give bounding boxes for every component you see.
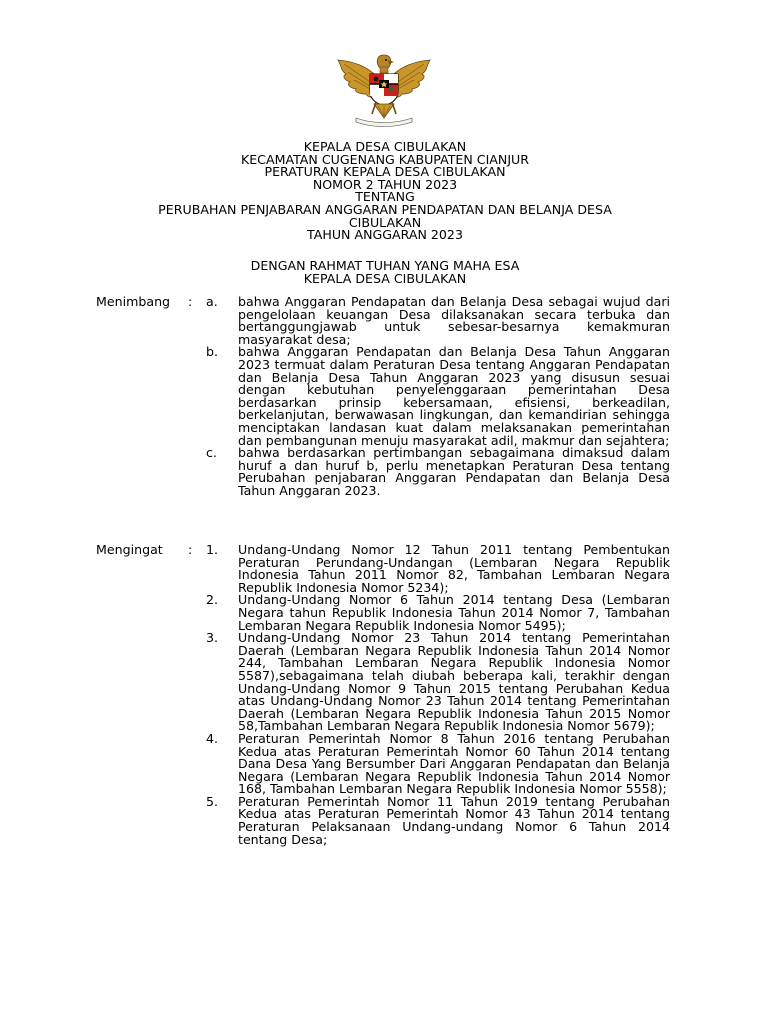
item-marker: c. <box>206 445 217 461</box>
item-marker: a. <box>206 294 218 309</box>
item-text: bahwa Anggaran Pendapatan dan Belanja Desa Tahun Anggaran 2023 termuat dalam Peraturan Desa tentang Anggaran Pendapatan dan Belanja Desa Tahun Anggaran 2023 yang disusun sesuai dengan kebutuhan penyelenggaraan pemerintahan Desa berdasarkan prinsip kebersamaan, efisiensi, berkeadilan, berkelanjutan, berwawasan lingkungan, dan kemandirian sehingga menciptakan landasan kuat dalam melaksanakan pemerintahan dan pembangunan menuju masyarakat adil, makmur dan sejahtera; <box>238 344 670 448</box>
list-item <box>206 296 670 346</box>
mengingat-colon: : <box>188 542 193 557</box>
invocation-line: KEPALA DESA CIBULAKAN <box>303 270 467 286</box>
item-marker: 2. <box>206 592 219 608</box>
invocation-line: DENGAN RAHMAT TUHAN YANG MAHA ESA <box>250 258 520 273</box>
item-text: Undang-Undang Nomor 12 Tahun 2011 tentang Pembentukan Peraturan Perundang-Undangan (Lembaran Negara Republik Indonesia Tahun 2011 Nomor 82, Tambahan Lembaran Negara Republik Indonesia Nomor 5234); <box>238 542 670 595</box>
list-item <box>206 544 670 594</box>
item-text: Peraturan Pemerintah Nomor 11 Tahun 2019 tentang Perubahan Kedua atas Peraturan Pemerintah Nomor 43 Tahun 2014 tentang Peraturan Pelaksanaan Undang-undang Nomor 6 Tahun 2014 tentang Desa; <box>238 793 670 847</box>
item-marker: 3. <box>206 630 219 646</box>
item-marker: 1. <box>206 542 219 557</box>
menimbang-label: Menimbang <box>96 294 171 309</box>
item-text: Undang-Undang Nomor 6 Tahun 2014 tentang Desa (Lembaran Negara tahun Republik Indonesia Tahun 2014 Nomor 7, Tambahan Lembaran Negara Republik Indonesia Nomor 5495); <box>238 592 670 633</box>
item-marker: 5. <box>206 793 219 809</box>
mengingat-label: Mengingat <box>96 542 163 557</box>
invocation <box>90 260 680 285</box>
header-line: KEPALA DESA CIBULAKAN <box>303 139 467 154</box>
garuda-pancasila-emblem <box>332 52 436 128</box>
list-item <box>206 793 670 847</box>
menimbang-colon: : <box>188 294 193 309</box>
item-marker: b. <box>206 344 218 360</box>
list-item <box>206 346 670 447</box>
item-marker: 4. <box>206 730 219 746</box>
list-item <box>206 632 670 733</box>
header-line: KECAMATAN CUGENANG KABUPATEN CIANJUR <box>240 151 530 167</box>
header-line: PERATURAN KEPALA DESA CIBULAKAN <box>264 164 506 180</box>
header-line: CIBULAKAN <box>348 214 422 230</box>
list-item <box>206 594 670 632</box>
mengingat-list <box>206 544 670 846</box>
list-item <box>206 730 670 797</box>
header-line: NOMOR 2 TAHUN 2023 <box>312 176 458 192</box>
menimbang-list <box>206 296 670 498</box>
header-line: TAHUN ANGGARAN 2023 <box>307 227 463 243</box>
document-header <box>90 141 680 242</box>
item-text: Undang-Undang Nomor 23 Tahun 2014 tentang Pemerintahan Daerah (Lembaran Negara Republik Indonesia Tahun 2014 Nomor 244, Tambahan Lembaran Negara Republik Indonesia Nomor 5587),sebagaimana telah diubah beberapa kali, terakhir dengan Undang-Undang Nomor 9 Tahun 2015 tentang Perubahan Kedua atas Undang-Undang Nomor 23 Tahun 2014 tentang Pemerintahan Daerah (Lembaran Negara Republik Indonesia Tahun 2015 Nomor 58,Tambahan Lembaran Negara Republik Indonesia Nomor 5679); <box>238 630 670 734</box>
item-text: bahwa berdasarkan pertimbangan sebagaimana dimaksud dalam huruf a dan huruf b, perlu menetapkan Peraturan Desa tentang Perubahan penjabaran Anggaran Pendapatan dan Belanja Desa Tahun Anggaran 2023. <box>238 445 670 498</box>
item-text: bahwa Anggaran Pendapatan dan Belanja Desa sebagai wujud dari pengelolaan keuangan Desa dilaksanakan secara terbuka dan bertanggungjawab untuk sebesar-besarnya kemakmuran masyarakat desa; <box>238 294 670 347</box>
list-item <box>206 447 670 497</box>
header-line: TENTANG <box>355 189 415 205</box>
item-text: Peraturan Pemerintah Nomor 8 Tahun 2016 tentang Perubahan Kedua atas Peraturan Pemerintah Nomor 60 Tahun 2014 tentang Dana Desa Yang Bersumber Dari Anggaran Pendapatan dan Belanja Negara (Lembaran Negara Republik Indonesia Tahun 2014 Nomor 168, Tambahan Lembaran Negara Republik Indonesia Nomor 5558); <box>238 730 670 797</box>
header-line: PERUBAHAN PENJABARAN ANGGARAN PENDAPATAN DAN BELANJA DESA <box>158 201 612 217</box>
